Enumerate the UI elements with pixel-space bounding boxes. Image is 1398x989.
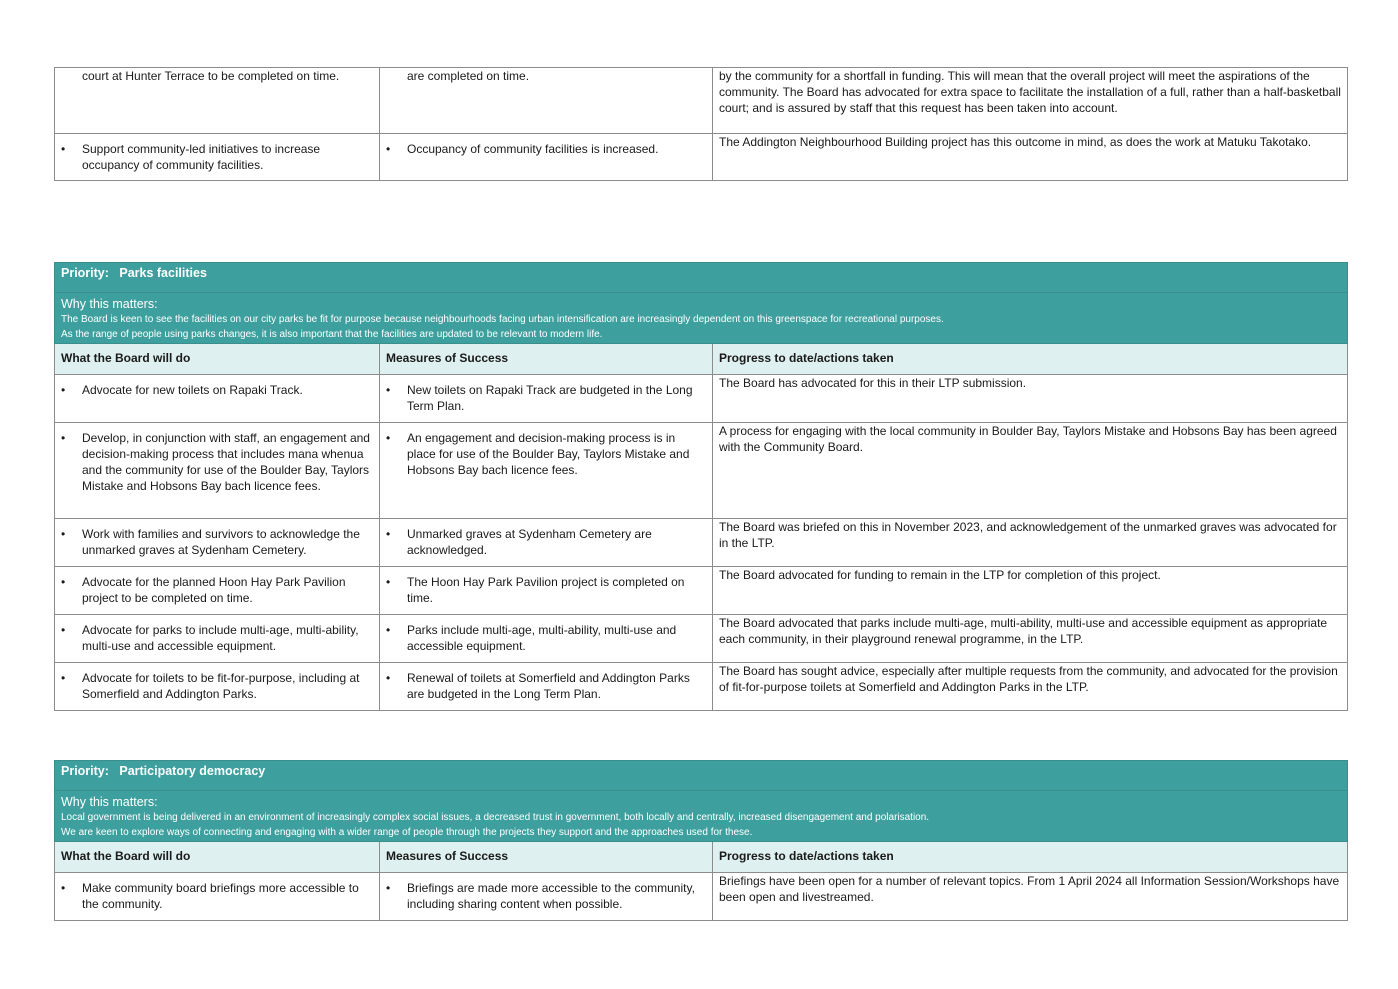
- bullet-icon: •: [61, 142, 66, 156]
- measure-text: The Hoon Hay Park Pavilion project is completed on time.: [407, 575, 685, 605]
- bullet-icon: •: [61, 623, 66, 637]
- action-text: Work with families and survivors to acknowledge the unmarked graves at Sydenham Cemetery.: [82, 527, 360, 557]
- why-text: As the range of people using parks changes, it is also important that the facilities are updated to be relevant to modern life.: [61, 329, 603, 340]
- priority-label: Priority:: [61, 266, 109, 280]
- measure-text: Occupancy of community facilities is increased.: [407, 142, 659, 156]
- bullet-icon: •: [61, 575, 66, 589]
- bullet-icon: •: [386, 383, 391, 397]
- action-text: Advocate for the planned Hoon Hay Park Pavilion project to be completed on time.: [82, 575, 346, 605]
- why-text: We are keen to explore ways of connecting and engaging with a wider range of people through the projects they support and the approaches used for these.: [61, 827, 753, 838]
- bullet-icon: •: [386, 575, 391, 589]
- column-header: Progress to date/actions taken: [713, 842, 1348, 873]
- column-header-row: [55, 842, 1348, 873]
- action-text: Advocate for toilets to be fit-for-purpose, including at Somerfield and Addington Parks.: [82, 671, 360, 701]
- progress-text: The Addington Neighbourhood Building project has this outcome in mind, as does the work at Matuku Takotako.: [719, 135, 1312, 149]
- bullet-icon: •: [386, 431, 391, 445]
- bullet-icon: •: [61, 881, 66, 895]
- column-header: What the Board will do: [55, 842, 380, 873]
- table-row: [55, 663, 1348, 711]
- action-text: Make community board briefings more accessible to the community.: [82, 881, 359, 911]
- column-header: Measures of Success: [380, 344, 713, 375]
- bullet-icon: •: [386, 881, 391, 895]
- table-row: [55, 615, 1348, 663]
- table-row: [55, 423, 1348, 519]
- priority-name: Parks facilities: [119, 266, 207, 280]
- table-row: [55, 567, 1348, 615]
- measure-text: Unmarked graves at Sydenham Cemetery are acknowledged.: [407, 527, 652, 557]
- why-this-matters: [55, 791, 1348, 842]
- measure-text: Parks include multi-age, multi-ability, multi-use and accessible equipment.: [407, 623, 677, 653]
- bullet-icon: •: [386, 142, 391, 156]
- participatory-democracy-table: [54, 760, 1348, 921]
- why-this-matters: [55, 293, 1348, 344]
- parks-facilities-table: [54, 262, 1348, 711]
- priority-header: [55, 761, 1348, 791]
- measure-text: New toilets on Rapaki Track are budgeted in the Long Term Plan.: [407, 383, 693, 413]
- continuation-table: [54, 67, 1348, 181]
- column-header: What the Board will do: [55, 344, 380, 375]
- progress-text: The Board advocated that parks include multi-age, multi-ability, multi-use and accessible equipment as appropriate each community, in their playground renewal programme, in the LTP.: [719, 616, 1328, 646]
- bullet-icon: •: [61, 527, 66, 541]
- why-heading: Why this matters:: [61, 795, 158, 809]
- bullet-icon: •: [386, 623, 391, 637]
- why-heading: Why this matters:: [61, 297, 158, 311]
- bullet-icon: •: [61, 383, 66, 397]
- progress-text: by the community for a shortfall in funding. This will mean that the overall project will meet the aspirations of the community. The Board has advocated for extra space to facilitate the installation of a full, rather than a half-basketball court; and is assured by staff that this request has been taken into account.: [719, 69, 1341, 115]
- priority-label: Priority:: [61, 764, 109, 778]
- action-text: Develop, in conjunction with staff, an engagement and decision-making process that includes mana whenua and the community for use of the Boulder Bay, Taylors Mistake and Hobsons Bay bach licence fees.: [82, 431, 370, 493]
- progress-text: The Board advocated for funding to remain in the LTP for completion of this project.: [719, 568, 1161, 582]
- action-text: court at Hunter Terrace to be completed on time.: [82, 69, 340, 83]
- measure-text: are completed on time.: [407, 69, 530, 83]
- column-header: Progress to date/actions taken: [713, 344, 1348, 375]
- progress-text: A process for engaging with the local community in Boulder Bay, Taylors Mistake and Hobsons Bay has been agreed with the Community Board.: [719, 424, 1337, 454]
- table-row: [55, 134, 1348, 181]
- measure-text: An engagement and decision-making process is in place for use of the Boulder Bay, Taylors Mistake and Hobsons Bay bach licence fees.: [407, 431, 690, 477]
- progress-text: The Board was briefed on this in November 2023, and acknowledgement of the unmarked graves was advocated for in the LTP.: [719, 520, 1337, 550]
- progress-text: The Board has sought advice, especially after multiple requests from the community, and advocated for the provision of fit-for-purpose toilets at Somerfield and Addington Parks in the LTP.: [719, 664, 1338, 694]
- action-text: Advocate for parks to include multi-age, multi-ability, multi-use and accessible equipment.: [82, 623, 359, 653]
- progress-text: Briefings have been open for a number of relevant topics. From 1 April 2024 all Information Session/Workshops have been open and livestreamed.: [719, 874, 1340, 904]
- table-row: [55, 68, 1348, 134]
- progress-text: The Board has advocated for this in their LTP submission.: [719, 376, 1027, 390]
- table-row: [55, 375, 1348, 423]
- table-row: [55, 519, 1348, 567]
- table-row: [55, 873, 1348, 921]
- why-text: The Board is keen to see the facilities on our city parks be fit for purpose because neighbourhoods facing urban intensification are increasingly dependent on this greenspace for recreational purposes.: [61, 314, 944, 325]
- action-text: Advocate for new toilets on Rapaki Track.: [82, 383, 303, 397]
- action-text: Support community-led initiatives to increase occupancy of community facilities.: [82, 142, 321, 172]
- column-header: Measures of Success: [380, 842, 713, 873]
- column-header-row: [55, 344, 1348, 375]
- bullet-icon: •: [386, 671, 391, 685]
- measure-text: Briefings are made more accessible to the community, including sharing content when possible.: [407, 881, 695, 911]
- priority-header: [55, 263, 1348, 293]
- measure-text: Renewal of toilets at Somerfield and Addington Parks are budgeted in the Long Term Plan.: [407, 671, 690, 701]
- bullet-icon: •: [386, 527, 391, 541]
- why-text: Local government is being delivered in an environment of increasingly complex social issues, a decreased trust in government, both locally and centrally, increased disengagement and polarisation.: [61, 812, 930, 823]
- bullet-icon: •: [61, 431, 66, 445]
- priority-name: Participatory democracy: [119, 764, 266, 778]
- bullet-icon: •: [61, 671, 66, 685]
